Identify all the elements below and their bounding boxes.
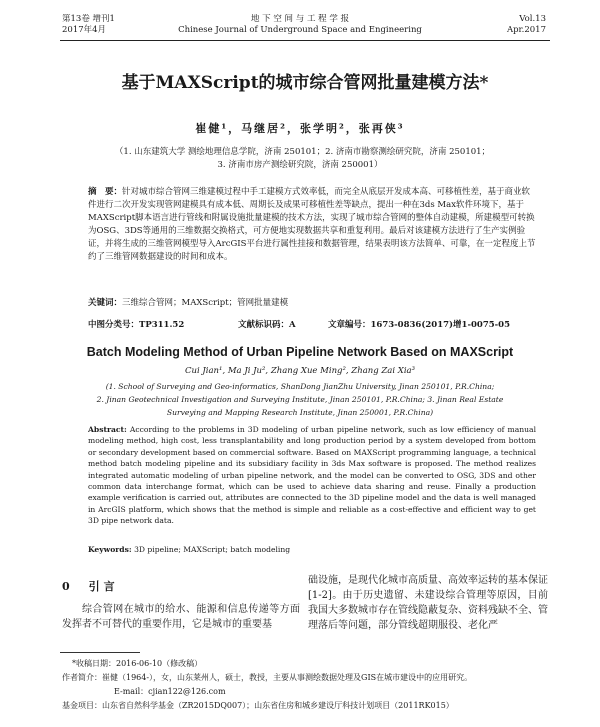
authors-chinese: 崔健¹，马继居²，张学明²，张再侠³ xyxy=(195,122,405,135)
document-code: 文献标识码：A xyxy=(238,320,296,330)
abstract-chinese xyxy=(88,186,536,264)
affiliation-chinese-line1: （1. 山东建筑大学 测绘地理信息学院，济南 250101；2. 济南市勘察测绘研究院，济南 250101； xyxy=(114,147,491,157)
section-heading-introduction: 0 引言 xyxy=(62,580,119,593)
abstract-english xyxy=(88,424,536,527)
footnote-author-bio: 作者简介：崔健（1964-），女，山东莱州人，硕士，教授，主要从事测绘数据处理及GIS在城市建设中的应用研究。 xyxy=(62,673,473,682)
affiliation-english-line3: Surveying and Mapping Research Institute, Jinan 250001, P.R.China) xyxy=(166,408,434,417)
affiliation-chinese-line2: 3. 济南市房产测绘研究院，济南 250001） xyxy=(217,160,383,170)
paper-title-english: Batch Modeling Method of Urban Pipeline Network Based on MAXScript xyxy=(86,345,514,359)
keywords-chinese-label: 关键词： xyxy=(88,298,123,308)
body-text-right-column: 础设施，是现代化城市高质量、高效率运转的基本保证[1-2]。由于历史遗留、未建设综合管理等原因，目前我国大多数城市存在管线隐蔽复杂、资料残缺不全、管理落后等问题，部分管线超期服役、老化严 xyxy=(308,575,548,631)
footnote-received-date: *收稿日期：2016-06-10（修改稿） xyxy=(72,659,203,668)
authors-english: Cui Jian¹, Ma Ji Ju², Zhang Xue Ming², Zhang Zai Xia³ xyxy=(184,366,416,376)
running-header-volume: 第13卷 增刊1 2017年4月 xyxy=(62,14,115,35)
running-header-date: Vol.13 Apr.2017 xyxy=(506,14,546,35)
footnote-rule xyxy=(60,652,140,653)
keywords-english-label: Keywords: xyxy=(88,545,132,554)
body-text-left-column: 综合管网在城市的给水、能源和信息传递等方面发挥者不可替代的重要作用，它是城市的重要基 xyxy=(62,604,300,630)
footnote-funding: 基金项目：山东省自然科学基金（ZR2015DQ007）；山东省住房和城乡建设厅科技计划项目（2011RK015） xyxy=(62,701,454,710)
abstract-english-label: Abstract: xyxy=(88,425,127,434)
footnote-email: E-mail：cjian122@126.com xyxy=(114,687,226,696)
abstract-chinese-text: 针对城市综合管网三维建模过程中手工建模方式效率低，而完全从底层开发成本高、可移植性差，基于商业软件进行二次开发实现管网建模具有成本低、周期长及成果可移植性差等缺点，提出一种在3ds Max软件环境下，基于MAXScript脚本语言进行管线和附属设施批量建模的技术方法，实现了城市综合管网的整体自动建模，所建模型可转换为OSG、3DS等通用的三维数据交换格式，可方便地实现数据共享和重复利用。最后对该建模方法进行了生产实例验证，并将生成的三维管网模型导入ArcGIS平台进行属性挂接和数据管理，结果表明该方法简单、可靠，在一定程度上节约了三维管网数据建设的时间和成本。 xyxy=(88,187,536,262)
running-header-journal: 地 下 空 间 与 工 程 学 报 Chinese Journal of Underground Space and Engineering xyxy=(178,14,422,35)
header-rule xyxy=(60,40,550,41)
paper-title-chinese: 基于MAXScript的城市综合管网批量建模方法* xyxy=(121,73,489,93)
affiliation-english-line2: 2. Jinan Geotechnical Investigation and Surveying Institute, Jinan 250101, P.R.China; 3. Jinan Real Estate xyxy=(96,395,504,404)
abstract-chinese-label: 摘 要： xyxy=(88,187,123,197)
keywords-english xyxy=(88,545,536,554)
clc-number: 中图分类号：TP311.52 xyxy=(88,320,185,330)
keywords-english-text: 3D pipeline; MAXScript; batch modeling xyxy=(134,545,291,554)
article-number: 文章编号：1673-0836(2017)增1-0075-05 xyxy=(328,320,510,330)
keywords-chinese-text: 三维综合管网；MAXScript；管网批量建模 xyxy=(122,298,289,308)
keywords-chinese xyxy=(88,296,536,308)
affiliation-english-line1: (1. School of Surveying and Geo-informatics, ShanDong JianZhu University, Jinan 250101, P.R.China; xyxy=(105,382,495,391)
classification-line xyxy=(88,318,536,331)
abstract-english-text: According to the problems in 3D modeling of urban pipeline network, such as low efficiency of manual modeling method, high cost, less transplantability and long production period by a system developed from bottom or secondary development based on commercial software. Based on MAXScript programming language, a technical method batch modeling pipeline and its subsidiary facility in 3ds Max software is proposed. The method realizes integrated automatic modeling of urban pipeline network, and the model can be converted to OSG, 3DS and other common data interchange format, which can be used to achieve data sharing and reuse. Finally a production example verification is carried out, attributes are connected to the 3D pipeline model and the data is well managed in ArcGIS platform, which shows that the method is simple and reliable as a cost-effective and efficient way to get 3D pipe network data. xyxy=(88,425,536,526)
